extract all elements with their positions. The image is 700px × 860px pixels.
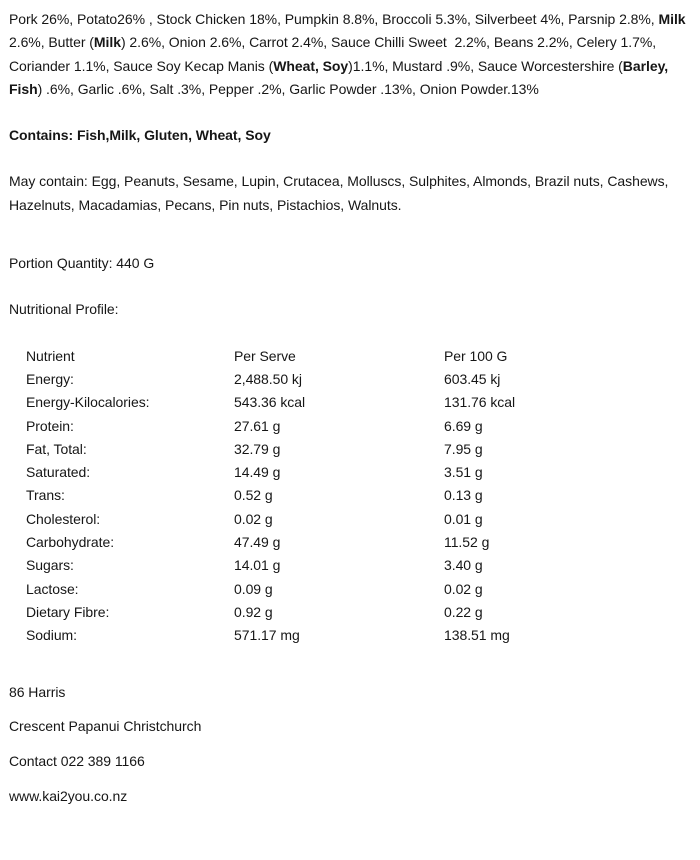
nutrient-value: 32.79 g bbox=[234, 440, 281, 457]
portion-quantity: Portion Quantity: 440 G bbox=[9, 255, 155, 272]
table-row bbox=[26, 554, 694, 577]
nutrient-value: 603.45 kj bbox=[444, 370, 501, 387]
nutrient-name: Fat, Total: bbox=[26, 440, 87, 457]
table-row bbox=[26, 624, 694, 647]
nutrient-value: 543.36 kcal bbox=[234, 394, 306, 411]
website-url: www.kai2you.co.nz bbox=[9, 787, 128, 804]
nutrient-value: 27.61 g bbox=[234, 417, 281, 434]
contains-statement: Contains: Fish,Milk, Gluten, Wheat, Soy bbox=[9, 127, 271, 144]
contact-footer bbox=[9, 681, 694, 808]
ingredient-text: ) .6%, Garlic .6%, Salt .3%, Pepper .2%, Garlic Powder .13%, Onion Powder.13% bbox=[37, 80, 539, 97]
nutrient-name: Lactose: bbox=[26, 580, 79, 597]
nutrient-name: Energy: bbox=[26, 370, 74, 387]
nutrient-value: 0.02 g bbox=[234, 510, 273, 527]
ingredient-text: ) 2.6%, Onion 2.6%, Carrot 2.4%, Sauce Chilli Sweet 2.2%, Beans 2.2%, Celery 1.7%, Coriander 1.1%, Sauce Soy Kecap Manis ( bbox=[9, 34, 660, 74]
nutrient-value: 131.76 kcal bbox=[444, 394, 516, 411]
nutrient-value: 0.52 g bbox=[234, 487, 273, 504]
table-row bbox=[26, 461, 694, 484]
nutrition-table bbox=[26, 345, 694, 648]
allergen-emphasis: Barley, Fish bbox=[9, 57, 672, 97]
nutrient-name: Sodium: bbox=[26, 627, 78, 644]
nutrient-value: 0.09 g bbox=[234, 580, 273, 597]
allergen-emphasis: Wheat, Soy bbox=[273, 57, 349, 74]
table-row bbox=[26, 531, 694, 554]
nutritional-profile-heading: Nutritional Profile: bbox=[9, 301, 119, 318]
table-row bbox=[26, 438, 694, 461]
nutrient-value: 0.01 g bbox=[444, 510, 483, 527]
contact-phone: Contact 022 389 1166 bbox=[9, 752, 145, 769]
nutrient-value: 14.49 g bbox=[234, 464, 281, 481]
allergen-emphasis: Milk bbox=[658, 11, 686, 27]
nutrient-name: Protein: bbox=[26, 417, 74, 434]
nutrient-value: 3.51 g bbox=[444, 464, 483, 481]
nutrient-value: 47.49 g bbox=[234, 534, 281, 551]
nutrient-name: Cholesterol: bbox=[26, 510, 101, 527]
nutrient-value: 0.22 g bbox=[444, 603, 483, 620]
nutrient-value: 0.02 g bbox=[444, 580, 483, 597]
address-line-1: 86 Harris bbox=[9, 683, 66, 700]
nutrition-table-header bbox=[26, 345, 694, 368]
table-row bbox=[26, 578, 694, 601]
nutrition-table-body bbox=[26, 368, 694, 648]
nutrient-value: 0.92 g bbox=[234, 603, 273, 620]
nutrient-name: Saturated: bbox=[26, 464, 91, 481]
table-row bbox=[26, 415, 694, 438]
nutrient-name: Energy-Kilocalories: bbox=[26, 394, 150, 411]
table-row bbox=[26, 484, 694, 507]
address-line-2: Crescent Papanui Christchurch bbox=[9, 718, 202, 735]
column-header: Per 100 G bbox=[444, 347, 508, 364]
nutrient-value: 571.17 mg bbox=[234, 627, 300, 644]
column-header: Per Serve bbox=[234, 347, 296, 364]
ingredients-text bbox=[9, 8, 694, 101]
ingredient-text: 2.6%, Butter ( bbox=[9, 11, 690, 51]
table-row bbox=[26, 508, 694, 531]
nutrient-value: 11.52 g bbox=[444, 534, 490, 551]
nutrient-value: 138.51 mg bbox=[444, 627, 510, 644]
nutrient-value: 0.13 g bbox=[444, 487, 483, 504]
column-header: Nutrient bbox=[26, 347, 75, 364]
allergen-emphasis: Milk bbox=[93, 34, 121, 51]
nutrient-value: 3.40 g bbox=[444, 557, 483, 574]
table-row bbox=[26, 368, 694, 391]
table-row bbox=[26, 601, 694, 624]
nutrient-value: 7.95 g bbox=[444, 440, 483, 457]
nutrient-name: Carbohydrate: bbox=[26, 534, 115, 551]
table-row bbox=[26, 391, 694, 414]
nutrient-name: Dietary Fibre: bbox=[26, 603, 110, 620]
nutrient-name: Sugars: bbox=[26, 557, 74, 574]
ingredient-text: )1.1%, Mustard .9%, Sauce Worcestershire ( bbox=[348, 57, 623, 74]
may-contain-statement: May contain: Egg, Peanuts, Sesame, Lupin, Crutacea, Molluscs, Sulphites, Almonds, Brazil nuts, Cashews, Hazelnuts, Macadamias, Pecans, Pin nuts, Pistachios, Walnuts. bbox=[9, 173, 673, 213]
nutrient-value: 6.69 g bbox=[444, 417, 483, 434]
ingredient-text: Pork 26%, Potato26% , Stock Chicken 18%, Pumpkin 8.8%, Broccoli 5.3%, Silverbeet 4%, Parsnip 2.8%, bbox=[9, 11, 659, 27]
nutrient-name: Trans: bbox=[26, 487, 65, 504]
nutrient-value: 14.01 g bbox=[234, 557, 281, 574]
nutrient-value: 2,488.50 kj bbox=[234, 370, 302, 387]
